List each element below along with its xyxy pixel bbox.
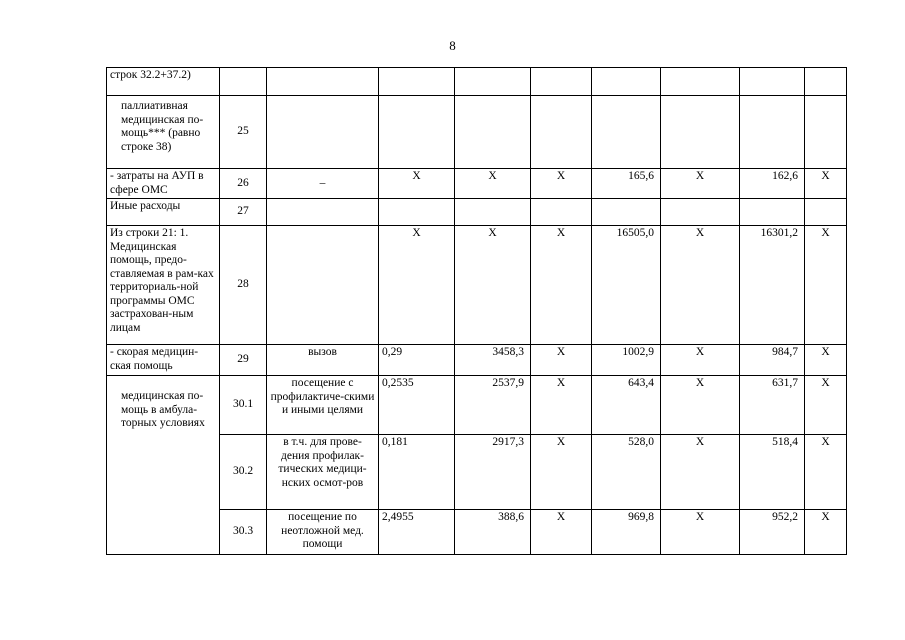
row-value-2: Х [455,169,531,199]
row-value-3: Х [531,435,592,510]
row-name: - затраты на АУП в сфере ОМС [107,169,220,199]
row-value-1: 2,4955 [379,510,455,555]
row-unit: – [267,169,379,199]
row-value-5: Х [661,226,740,345]
table-row [107,96,847,169]
row-code: 26 [220,169,267,199]
row-code: 25 [220,96,267,169]
row-code: 27 [220,199,267,226]
row-value-1 [379,199,455,226]
row-value-6: 952,2 [740,510,805,555]
row-unit [267,199,379,226]
row-value-4: 16505,0 [592,226,661,345]
row-value-3: Х [531,510,592,555]
row-value-1: 0,181 [379,435,455,510]
page-number: 8 [449,38,456,53]
table-row [107,68,847,96]
row-value-3: Х [531,376,592,435]
row-value-7: Х [805,226,847,345]
row-value-1: Х [379,169,455,199]
row-value-7: Х [805,376,847,435]
row-value-3: Х [531,169,592,199]
row-value-7 [805,199,847,226]
row-code: 30.3 [220,510,267,555]
row-name: Иные расходы [107,199,220,226]
row-value-3: Х [531,226,592,345]
row-value-2: 2537,9 [455,376,531,435]
row-value-1 [379,68,455,96]
row-value-3 [531,96,592,169]
row-value-5: Х [661,510,740,555]
row-unit: вызов [267,345,379,376]
row-value-4: 643,4 [592,376,661,435]
row-name: медицинская по-мощь в амбула-торных условиях [107,376,220,555]
table-row [107,376,847,435]
row-value-6: 984,7 [740,345,805,376]
row-value-6: 162,6 [740,169,805,199]
row-value-4: 969,8 [592,510,661,555]
table-row [107,226,847,345]
row-value-4: 165,6 [592,169,661,199]
row-value-5: Х [661,169,740,199]
row-value-4 [592,68,661,96]
row-value-3 [531,199,592,226]
row-unit [267,96,379,169]
row-value-2 [455,199,531,226]
row-name: - скорая медицин-ская помощь [107,345,220,376]
row-value-6 [740,96,805,169]
row-unit: в т.ч. для прове-дения профилак-тических медици-нских осмот-ров [267,435,379,510]
row-code: 30.2 [220,435,267,510]
row-code: 30.1 [220,376,267,435]
row-value-2: 388,6 [455,510,531,555]
row-value-6: 16301,2 [740,226,805,345]
table-row [107,199,847,226]
row-name: строк 32.2+37.2) [107,68,220,96]
row-unit: посещение с профилактиче-скими и иными целями [267,376,379,435]
row-value-2: 3458,3 [455,345,531,376]
row-value-2 [455,68,531,96]
row-value-1: 0,2535 [379,376,455,435]
row-value-6: 631,7 [740,376,805,435]
row-value-7: Х [805,435,847,510]
row-value-6 [740,199,805,226]
row-value-7: Х [805,345,847,376]
row-value-4 [592,96,661,169]
row-value-5: Х [661,435,740,510]
row-value-6: 518,4 [740,435,805,510]
row-value-1: 0,29 [379,345,455,376]
row-value-7 [805,96,847,169]
row-code [220,68,267,96]
row-name: паллиативная медицинская по-мощь*** (равно строке 38) [107,96,220,169]
row-value-7 [805,68,847,96]
row-value-3: Х [531,345,592,376]
row-code: 28 [220,226,267,345]
row-value-7: Х [805,510,847,555]
row-value-7: Х [805,169,847,199]
row-value-1 [379,96,455,169]
row-value-5: Х [661,376,740,435]
row-value-1: Х [379,226,455,345]
row-value-2: Х [455,226,531,345]
row-value-3 [531,68,592,96]
row-value-4 [592,199,661,226]
row-code: 29 [220,345,267,376]
row-value-2 [455,96,531,169]
row-value-5: Х [661,345,740,376]
row-unit [267,68,379,96]
row-value-5 [661,68,740,96]
row-value-4: 1002,9 [592,345,661,376]
data-table [106,67,847,555]
row-value-6 [740,68,805,96]
row-value-5 [661,199,740,226]
row-value-4: 528,0 [592,435,661,510]
row-value-2: 2917,3 [455,435,531,510]
table-row [107,345,847,376]
row-name: Из строки 21: 1. Медицинская помощь, предо-ставляемая в рам-ках территориаль-ной программы ОМС застрахован-ным лицам [107,226,220,345]
row-unit [267,226,379,345]
row-value-5 [661,96,740,169]
table-row [107,169,847,199]
row-unit: посещение по неотложной мед. помощи [267,510,379,555]
